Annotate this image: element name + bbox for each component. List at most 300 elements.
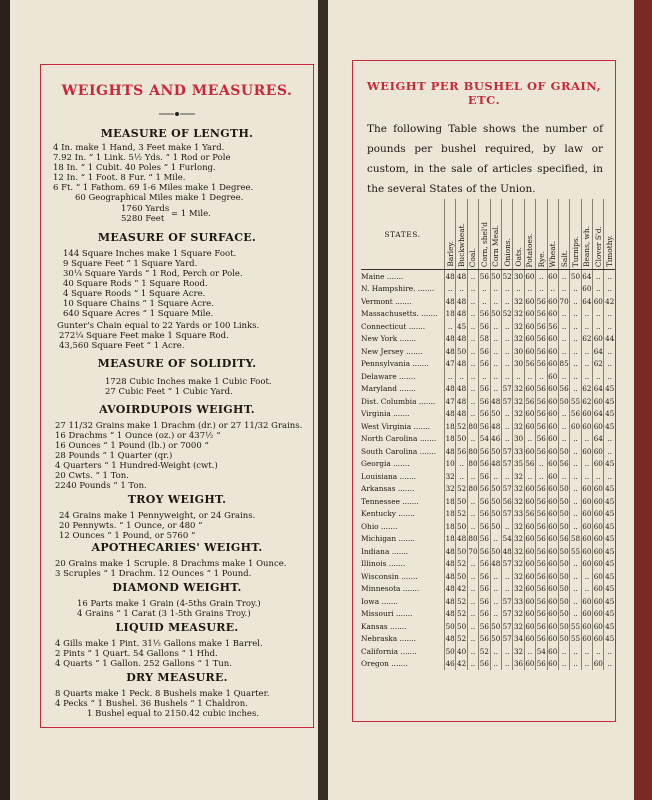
table-cell: .. <box>490 583 501 596</box>
table-cell: 32 <box>513 584 524 594</box>
state-name: Nebraska ....... <box>361 634 416 644</box>
column-header: Clover S'd. <box>593 199 604 270</box>
table-row <box>361 470 615 483</box>
column-header: Oats. <box>513 199 524 270</box>
table-cell: 45 <box>605 384 615 394</box>
table-cell: 48 <box>502 546 512 556</box>
table-cell: .. <box>524 283 535 296</box>
table-cell: 60 <box>525 446 535 456</box>
grain-weight-table <box>361 199 615 670</box>
table-cell: 60 <box>593 534 603 544</box>
table-cell: 48 <box>457 359 467 369</box>
table-row <box>361 308 615 321</box>
table-cell: .. <box>501 358 512 371</box>
state-name: Kansas ....... <box>361 621 407 631</box>
table-cell: 52 <box>501 270 512 283</box>
table-cell: .. <box>490 383 501 396</box>
table-cell: 48 <box>445 596 455 606</box>
table-cell: 52 <box>502 309 512 319</box>
table-cell: 50 <box>559 509 569 519</box>
table-cell: .. <box>490 320 501 333</box>
table-cell: 60 <box>525 296 535 306</box>
table-cell: 60 <box>525 309 535 319</box>
table-cell: .. <box>593 370 604 383</box>
table-cell: 35 <box>513 459 524 469</box>
table-cell: .. <box>570 520 581 533</box>
table-cell: 48 <box>445 634 455 644</box>
table-cell: .. <box>536 270 547 283</box>
table-cell: 57 <box>502 459 512 469</box>
table-cell: 30 <box>513 346 524 356</box>
table-row <box>361 458 615 471</box>
table-cell: 18 <box>445 421 455 431</box>
table-cell: 62 <box>582 396 592 406</box>
troy-row: 12 Ounces “ 1 Pound, or 5760 “ <box>59 531 196 541</box>
liquid-title: LIQUID MEASURE. <box>115 621 239 634</box>
table-cell: 48 <box>445 559 455 569</box>
table-cell: 60 <box>547 270 558 283</box>
dry-row: 8 Quarts make 1 Peck. 8 Bushels make 1 Quarter. <box>55 689 270 699</box>
table-cell: .. <box>570 358 581 371</box>
table-cell: 56 <box>525 396 535 406</box>
left-page <box>10 0 318 800</box>
table-cell: 56 <box>536 421 546 431</box>
table-cell: 56 <box>479 270 490 283</box>
table-cell: 60 <box>525 421 535 431</box>
table-cell: 48 <box>445 270 456 283</box>
table-row <box>361 408 615 421</box>
table-cell: .. <box>558 270 569 283</box>
table-cell: .. <box>456 370 467 383</box>
table-cell: .. <box>536 470 547 483</box>
table-cell: 60 <box>525 584 535 594</box>
weights-measures-title: WEIGHTS AND MEASURES. <box>61 83 293 99</box>
state-name: Indiana ....... <box>361 546 409 556</box>
table-cell: 56 <box>559 384 569 394</box>
table-cell: 46 <box>445 659 455 669</box>
column-header: Corn Meal. <box>490 199 501 270</box>
solidity-line-2: 27 Cubic Feet “ 1 Cubic Yard. <box>105 387 233 397</box>
table-cell: .. <box>467 570 478 583</box>
table-cell: 56 <box>548 321 558 331</box>
column-header: Rye. <box>536 199 547 270</box>
table-cell: .. <box>581 345 592 358</box>
table-cell: 60 <box>593 334 603 344</box>
table-cell: 60 <box>582 596 592 606</box>
table-cell: 64 <box>593 409 603 419</box>
table-cell: 50 <box>491 496 501 506</box>
solidity-line-1: 1728 Cubic Inches make 1 Cubic Foot. <box>105 377 272 387</box>
table-cell: .. <box>570 308 581 321</box>
table-cell: 60 <box>582 521 592 531</box>
table-cell: 60 <box>524 270 535 283</box>
apothecaries-row: 20 Grains make 1 Scruple. 8 Drachms make 1 Ounce. <box>55 559 287 569</box>
table-row <box>361 533 615 546</box>
table-cell: 45 <box>605 496 615 506</box>
table-cell: 52 <box>457 559 467 569</box>
table-cell: .. <box>570 583 581 596</box>
table-cell: 60 <box>593 559 603 569</box>
state-name: Illinois ....... <box>361 559 406 569</box>
table-cell: .. <box>490 608 501 621</box>
table-cell: .. <box>604 445 615 458</box>
table-cell: 64 <box>593 346 603 356</box>
table-row <box>361 495 615 508</box>
table-cell: .. <box>570 458 581 471</box>
table-cell: 56 <box>502 496 512 506</box>
table-cell: 32 <box>513 621 524 631</box>
table-cell: 18 <box>445 521 455 531</box>
state-name: Maine ....... <box>361 271 404 281</box>
table-cell: 48 <box>457 409 467 419</box>
table-cell: 60 <box>582 496 592 506</box>
table-cell: 32 <box>513 309 524 319</box>
table-cell: 60 <box>548 346 558 356</box>
table-cell: 56 <box>536 609 546 619</box>
column-header: Beans, wh. <box>581 199 592 270</box>
table-cell: 50 <box>559 584 569 594</box>
table-cell: .. <box>490 658 501 671</box>
table-cell: 48 <box>457 334 467 344</box>
table-cell: 52 <box>457 609 467 619</box>
table-cell: .. <box>467 433 478 446</box>
table-cell: 56 <box>525 459 535 469</box>
table-cell: 60 <box>548 434 558 444</box>
acre-line: 43,560 Square Feet “ 1 Acre. <box>59 341 185 351</box>
table-cell: 60 <box>548 596 558 606</box>
grain-table-body <box>361 270 615 671</box>
table-cell: 18 <box>445 309 455 319</box>
length-row: 12 In. “ 1 Foot. 8 Fur. “ 1 Mile. <box>53 173 186 183</box>
troy-row: 24 Grains make 1 Pennyweight, or 24 Grains. <box>59 511 256 521</box>
table-cell: 57 <box>502 596 512 606</box>
table-cell: 56 <box>536 534 546 544</box>
table-cell: 45 <box>605 584 615 594</box>
table-cell: 60 <box>525 521 535 531</box>
table-cell: .. <box>570 445 581 458</box>
table-cell: 60 <box>525 546 535 556</box>
table-cell: 57 <box>502 621 512 631</box>
avoirdupois-row: 16 Ounces “ 1 Pound (lb.) or 7000 “ <box>55 441 209 451</box>
table-cell: 58 <box>570 534 581 544</box>
table-cell: .. <box>467 470 478 483</box>
table-cell: 70 <box>468 546 478 556</box>
table-cell: 80 <box>468 484 478 494</box>
table-cell: 48 <box>491 459 501 469</box>
table-cell: .. <box>581 358 592 371</box>
table-cell: 58 <box>479 334 489 344</box>
table-cell: 52 <box>457 596 467 606</box>
table-cell: 50 <box>457 434 467 444</box>
table-cell: 60 <box>582 634 592 644</box>
table-cell: 32 <box>513 471 524 481</box>
table-cell: 56 <box>479 659 489 669</box>
table-cell: .. <box>501 283 512 296</box>
table-cell: 56 <box>536 321 546 331</box>
column-header: Turnips. <box>570 199 581 270</box>
surface-row: 9 Square Feet “ 1 Square Yard. <box>63 259 198 269</box>
table-cell: 60 <box>548 621 558 631</box>
table-cell: .. <box>490 645 501 658</box>
table-cell: 50 <box>445 621 455 631</box>
table-cell: 45 <box>605 621 615 631</box>
table-cell: 56 <box>479 571 489 581</box>
table-cell: .. <box>604 270 615 283</box>
table-cell: .. <box>581 570 592 583</box>
table-cell: .. <box>445 320 456 333</box>
table-cell: 45 <box>457 321 467 331</box>
state-name: Virginia ....... <box>361 409 410 419</box>
table-cell: 56 <box>479 596 489 606</box>
table-cell: 45 <box>605 571 615 581</box>
table-row <box>361 558 615 571</box>
table-cell: 52 <box>457 484 467 494</box>
table-cell: 56 <box>559 459 569 469</box>
table-cell: .. <box>467 333 478 346</box>
table-cell: 60 <box>593 521 603 531</box>
table-cell: 56 <box>536 571 546 581</box>
table-cell: 60 <box>525 621 535 631</box>
table-cell: .. <box>558 283 569 296</box>
table-cell: .. <box>501 645 512 658</box>
table-cell: .. <box>501 295 512 308</box>
table-cell: .. <box>604 308 615 321</box>
table-cell: .. <box>524 470 535 483</box>
table-cell: .. <box>604 320 615 333</box>
table-cell: 48 <box>456 270 467 283</box>
table-cell: 52 <box>457 634 467 644</box>
table-cell: .. <box>467 495 478 508</box>
table-cell: .. <box>490 595 501 608</box>
table-cell: .. <box>524 370 535 383</box>
table-cell: 48 <box>457 384 467 394</box>
table-cell: 36 <box>513 659 524 669</box>
bushel-line: 1 Bushel equal to 2150.42 cubic inches. <box>87 709 260 719</box>
table-cell: .. <box>593 470 604 483</box>
table-row <box>361 370 615 383</box>
table-cell: .. <box>467 558 478 571</box>
table-cell: 52 <box>457 509 467 519</box>
table-cell: 48 <box>491 421 501 431</box>
states-header: STATES. <box>361 199 445 270</box>
table-cell: 18 <box>445 534 455 544</box>
state-name: New York ....... <box>361 334 417 344</box>
grain-intro-text: The following Table shows the number of pounds per bushel required, by law or custom, in the sale of articles specified, in the several States of the Union. <box>367 123 603 195</box>
table-cell: .. <box>490 333 501 346</box>
length-feet: 5280 Feet <box>121 214 165 224</box>
table-cell: .. <box>490 358 501 371</box>
table-cell: 60 <box>582 284 592 294</box>
table-cell: 32 <box>513 559 524 569</box>
table-cell: .. <box>467 595 478 608</box>
table-cell: 56 <box>536 484 546 494</box>
table-cell: 60 <box>570 421 581 431</box>
table-cell: 60 <box>548 446 558 456</box>
table-cell: 50 <box>559 596 569 606</box>
column-header: Salt. <box>558 199 569 270</box>
right-page-frame <box>352 60 616 722</box>
table-cell: 32 <box>513 521 524 531</box>
table-cell: 52 <box>457 421 467 431</box>
column-header: Potatoes. <box>524 199 535 270</box>
table-cell: 50 <box>457 571 467 581</box>
table-cell: .. <box>558 308 569 321</box>
table-cell: 80 <box>468 459 478 469</box>
table-cell: 57 <box>502 634 512 644</box>
table-cell: 56 <box>536 584 546 594</box>
length-yards: 1760 Yards <box>121 204 170 214</box>
table-cell: .. <box>524 645 535 658</box>
apothecaries-row: 3 Scruples “ 1 Drachm. 12 Ounces “ 1 Pound. <box>55 569 252 579</box>
table-cell: 56 <box>479 459 489 469</box>
table-cell: 45 <box>605 521 615 531</box>
table-row <box>361 358 615 371</box>
table-cell: .. <box>570 345 581 358</box>
table-cell: 62 <box>582 334 592 344</box>
table-cell: 56 <box>536 659 546 669</box>
table-cell: 56 <box>479 621 489 631</box>
table-cell: 48 <box>445 296 455 306</box>
length-mile: = 1 Mile. <box>171 209 211 219</box>
state-name: Missouri ....... <box>361 609 413 619</box>
table-row <box>361 295 615 308</box>
table-cell: .. <box>604 370 615 383</box>
table-cell: 60 <box>548 584 558 594</box>
liquid-row: 2 Pints “ 1 Quart. 54 Gallons “ 1 Hhd. <box>55 649 218 659</box>
table-cell: 56 <box>536 346 546 356</box>
dry-title: DRY MEASURE. <box>126 671 228 684</box>
table-cell: 56 <box>536 409 546 419</box>
table-cell: 60 <box>525 334 535 344</box>
table-cell: 62 <box>582 384 592 394</box>
table-row <box>361 320 615 333</box>
table-cell: 56 <box>479 509 489 519</box>
table-cell: .. <box>570 508 581 521</box>
table-cell: 56 <box>536 334 546 344</box>
table-cell: 56 <box>479 609 489 619</box>
table-cell: 32 <box>445 484 455 494</box>
table-cell: .. <box>570 658 581 671</box>
table-cell: 64 <box>582 296 592 306</box>
table-cell: 50 <box>559 571 569 581</box>
table-cell: 56 <box>536 621 546 631</box>
table-cell: .. <box>501 470 512 483</box>
table-cell: 56 <box>536 634 546 644</box>
table-row <box>361 658 615 671</box>
table-cell: 50 <box>559 546 569 556</box>
table-cell: 50 <box>491 309 501 319</box>
table-cell: 50 <box>491 546 501 556</box>
table-cell: .. <box>467 270 478 283</box>
length-row: 7.92 In. “ 1 Link. 5½ Yds. “ 1 Rod or Pole <box>53 153 231 163</box>
table-cell: 56 <box>536 446 546 456</box>
table-cell: 60 <box>548 546 558 556</box>
table-cell: 32 <box>513 334 524 344</box>
table-cell: .. <box>467 608 478 621</box>
table-cell: 56 <box>479 521 489 531</box>
state-name: Georgia ....... <box>361 459 410 469</box>
table-cell: .. <box>570 295 581 308</box>
table-cell: 42 <box>457 584 467 594</box>
table-cell: 56 <box>536 521 546 531</box>
table-cell: 56 <box>479 384 489 394</box>
table-cell: 60 <box>593 546 603 556</box>
table-cell: 56 <box>536 434 546 444</box>
table-cell: 50 <box>491 509 501 519</box>
table-cell: 56 <box>536 496 546 506</box>
table-cell: 42 <box>457 659 467 669</box>
table-cell: .. <box>558 433 569 446</box>
table-cell: 64 <box>581 270 592 283</box>
table-cell: 60 <box>525 571 535 581</box>
table-cell: .. <box>604 658 615 671</box>
table-cell: .. <box>501 420 512 433</box>
table-cell: 48 <box>445 609 455 619</box>
table-row <box>361 283 615 296</box>
surface-row: 40 Square Rods “ 1 Square Rood. <box>63 279 208 289</box>
avoirdupois-row: 4 Quarters “ 1 Hundred-Weight (cwt.) <box>55 461 218 471</box>
table-cell: 32 <box>513 384 524 394</box>
table-cell: .. <box>490 370 501 383</box>
table-row <box>361 270 615 283</box>
table-cell: 32 <box>513 571 524 581</box>
table-cell: .. <box>467 408 478 421</box>
state-name: Minnesota ....... <box>361 584 420 594</box>
table-cell: .. <box>604 345 615 358</box>
table-cell: 56 <box>479 421 489 431</box>
table-cell: .. <box>467 383 478 396</box>
state-name: Dist. Columbia ....... <box>361 396 436 406</box>
table-cell: .. <box>558 470 569 483</box>
table-cell: 60 <box>548 459 558 469</box>
table-cell: .. <box>467 308 478 321</box>
table-cell: 50 <box>491 409 501 419</box>
table-cell: 46 <box>491 434 501 444</box>
table-row <box>361 508 615 521</box>
table-cell: 32 <box>513 546 524 556</box>
table-cell: 56 <box>536 359 546 369</box>
table-cell: .. <box>501 345 512 358</box>
table-cell: .. <box>501 320 512 333</box>
table-cell: 60 <box>548 659 558 669</box>
table-cell: 56 <box>479 471 489 481</box>
table-cell: 60 <box>548 359 558 369</box>
table-cell: 60 <box>593 484 603 494</box>
liquid-row: 4 Gills make 1 Pint. 31½ Gallons make 1 Barrel. <box>55 639 263 649</box>
table-cell: .. <box>581 470 592 483</box>
length-geo-line: 60 Geographical Miles make 1 Degree. <box>75 193 244 203</box>
table-cell: 60 <box>582 509 592 519</box>
table-cell: 57 <box>502 396 512 406</box>
table-cell: 48 <box>457 309 467 319</box>
table-cell: 60 <box>548 521 558 531</box>
table-cell: 60 <box>548 609 558 619</box>
table-row <box>361 520 615 533</box>
table-cell: 50 <box>559 484 569 494</box>
table-cell: 60 <box>548 384 558 394</box>
table-cell: .. <box>513 283 524 296</box>
table-row <box>361 433 615 446</box>
table-cell: .. <box>558 645 569 658</box>
table-cell: 48 <box>445 571 455 581</box>
table-cell: 60 <box>593 421 603 431</box>
table-cell: .. <box>570 320 581 333</box>
table-cell: 50 <box>559 634 569 644</box>
table-cell: .. <box>570 370 581 383</box>
table-cell: 60 <box>593 571 603 581</box>
table-cell: 45 <box>605 634 615 644</box>
table-cell: 48 <box>445 546 455 556</box>
